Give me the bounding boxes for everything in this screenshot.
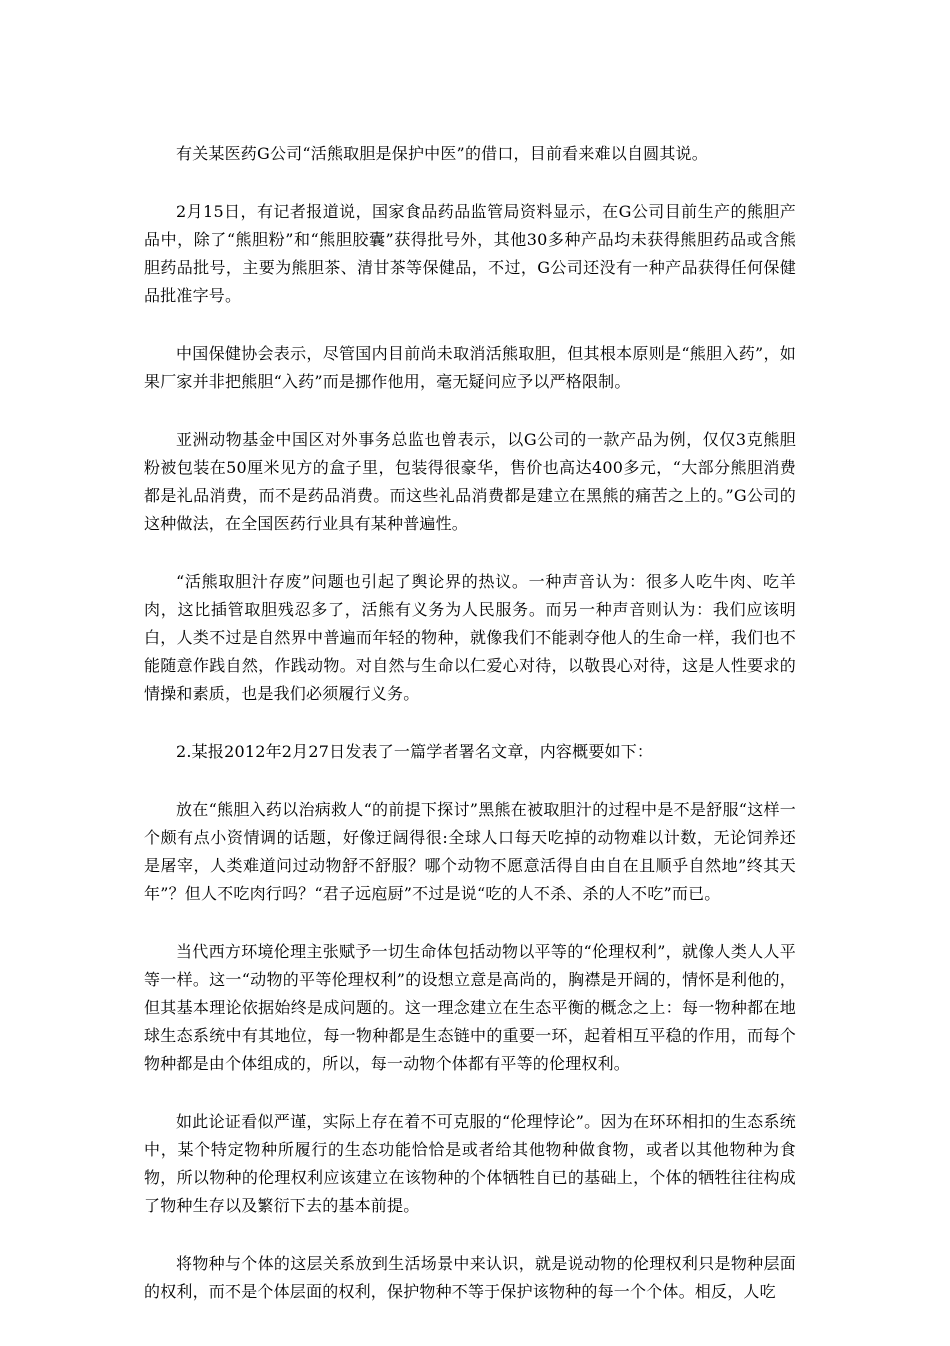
paragraph-8: 当代西方环境伦理主张赋予一切生命体包括动物以平等的“伦理权利”，就像人类人人平等一样。这一“动物的平等伦理权利”的设想立意是高尚的，胸襟是开阔的，情怀是利他的，但其基本理论依据始终是成问题的。这一理念建立在生态平衡的概念之上：每一物种都在地球生态系统中有其地位，每一物种都是生态链中的重要一环，起着相互平稳的作用，而每个物种都是由个体组成的，所以，每一动物个体都有平等的伦理权利。 [144,942,796,1073]
paragraph-2: 2月15日，有记者报道说，国家食品药品监管局资料显示，在G公司目前生产的熊胆产品中，除了“熊胆粉”和“熊胆胶囊”获得批号外，其他30多种产品均未获得熊胆药品或含熊胆药品批号，主要为熊胆茶、清甘茶等保健品，不过，G公司还没有一种产品获得任何保健品批准字号。 [144,202,796,305]
paragraph-6: 2.某报2012年2月27日发表了一篇学者署名文章，内容概要如下： [176,742,654,761]
paragraph-5: “活熊取胆汁存废”问题也引起了舆论界的热议。一种声音认为：很多人吃牛肉、吃羊肉，这比插管取胆残忍多了，活熊有义务为人民服务。而另一种声音则认为：我们应该明白，人类不过是自然界中普遍而年轻的物种，就像我们不能剥夺他人的生命一样，我们也不能随意作践自然，作践动物。对自然与生命以仁爱心对待，以敬畏心对待，这是人性要求的情操和素质，也是我们必须履行义务。 [144,572,796,703]
paragraph-3: 中国保健协会表示，尽管国内目前尚未取消活熊取胆，但其根本原则是“熊胆入药”，如果厂家并非把熊胆“入药”而是挪作他用，毫无疑问应予以严格限制。 [144,344,796,391]
paragraph-4: 亚洲动物基金中国区对外事务总监也曾表示，以G公司的一款产品为例，仅仅3克熊胆粉被包装在50厘米见方的盒子里，包装得很豪华，售价也高达400多元，“大部分熊胆消费都是礼品消费，而不是药品消费。而这些礼品消费都是建立在黑熊的痛苦之上的。”G公司的这种做法，在全国医药行业具有某种普遍性。 [144,430,796,533]
paragraph-9: 如此论证看似严谨，实际上存在着不可克服的“伦理悖论”。因为在环环相扣的生态系统中，某个特定物种所履行的生态功能恰恰是或者给其他物种做食物，或者以其他物种为食物，所以物种的伦理权利应该建立在该物种的个体牺牲自已的基础上，个体的牺牲往往构成了物种生存以及繁衍下去的基本前提。 [144,1112,796,1215]
paragraph-1: 有关某医药G公司“活熊取胆是保护中医”的借口，目前看来难以自圆其说。 [176,144,708,163]
document-body [144,140,796,1336]
paragraph-10: 将物种与个体的这层关系放到生活场景中来认识，就是说动物的伦理权利只是物种层面的权利，而不是个体层面的权利，保护物种不等于保护该物种的每一个个体。相反，人吃 [144,1254,796,1301]
paragraph-7: 放在“熊胆入药以治病救人“的前提下探讨”黑熊在被取胆汁的过程中是不是舒服“这样一个颇有点小资情调的话题，好像迂阔得很:全球人口每天吃掉的动物难以计数，无论饲养还是屠宰，人类难道问过动物舒不舒服？哪个动物不愿意活得自由自在且顺乎自然地”终其天年”？但人不吃肉行吗？“君子远庖厨”不过是说“吃的人不杀、杀的人不吃”而已。 [144,800,796,903]
